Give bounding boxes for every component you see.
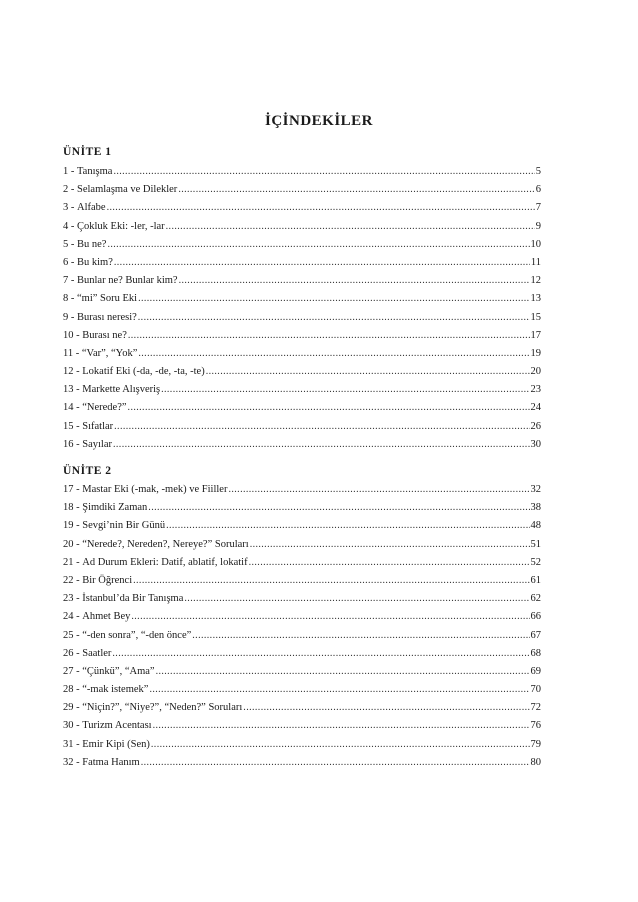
entry-title: Saatler (82, 647, 112, 659)
entry-separator: - (68, 166, 77, 177)
dot-leader (128, 327, 530, 345)
dot-leader (161, 381, 529, 399)
entry-title: Tanışma (77, 166, 113, 177)
entry-page-number: 32 (530, 484, 541, 495)
entry-separator: - (73, 438, 83, 450)
entry-separator: - (73, 520, 83, 532)
entry-page-number: 19 (530, 347, 541, 359)
entry-title: Çokluk Eki: -ler, -lar (77, 220, 165, 232)
entry-title: “-den sonra”, “-den önce” (82, 629, 192, 641)
entry-number: 14 (63, 402, 74, 414)
dot-leader (107, 199, 535, 217)
entry-number: 32 (63, 756, 74, 768)
entry-title: Markette Alışveriş (82, 384, 161, 396)
entry-number: 1 (63, 166, 69, 177)
toc-entry[interactable] (63, 572, 541, 590)
entry-title: Alfabe (77, 202, 106, 214)
entry-separator: - (73, 611, 83, 623)
dot-leader (178, 181, 534, 199)
entry-separator: - (73, 593, 83, 605)
toc-entry[interactable] (63, 218, 541, 236)
entry-page-number: 11 (530, 256, 541, 268)
entry-number: 23 (63, 593, 74, 605)
entry-title: “-mak istemek” (82, 684, 149, 696)
entry-page-number: 7 (535, 202, 541, 214)
entry-number: 7 (63, 275, 69, 287)
dot-leader (243, 699, 529, 717)
entry-number: 26 (63, 647, 74, 659)
entry-title: “Nerede?” (82, 402, 127, 414)
entry-separator: - (68, 202, 77, 214)
entry-title: “Niçin?”, “Niye?”, “Neden?” Soruları (82, 702, 243, 714)
toc-entry[interactable] (63, 327, 541, 345)
page-title: İÇİNDEKİLER (264, 113, 374, 129)
dot-leader (107, 236, 529, 254)
entry-separator: - (73, 647, 83, 659)
entry-title: Ad Durum Ekleri: Datif, ablatif, lokatif (82, 556, 248, 568)
toc-entry[interactable] (63, 418, 541, 436)
toc-entry[interactable] (63, 181, 541, 199)
toc-entry[interactable] (63, 436, 541, 454)
dot-leader (184, 590, 529, 608)
toc-entry[interactable] (63, 736, 541, 754)
dot-leader (113, 163, 534, 181)
entry-number: 25 (63, 629, 74, 641)
entry-number: 4 (63, 220, 69, 232)
entry-title: Sıfatlar (82, 420, 114, 432)
dot-leader (114, 254, 530, 272)
entry-separator: - (73, 329, 83, 341)
toc-entry[interactable] (63, 236, 541, 254)
entry-separator: - (68, 238, 77, 250)
entry-number: 22 (63, 574, 74, 586)
entry-page-number: 5 (535, 166, 541, 177)
dot-leader (112, 645, 529, 663)
dot-leader (149, 681, 529, 699)
entry-title: Fatma Hanım (82, 756, 140, 768)
unit-1-entries (63, 163, 541, 454)
entry-title: Bu kim? (77, 256, 113, 268)
dot-leader (151, 736, 530, 754)
toc-entry[interactable] (63, 663, 541, 681)
dot-leader (138, 290, 529, 308)
entry-separator: - (73, 366, 83, 378)
entry-title: Lokatif Eki (-da, -de, -ta, -te) (82, 366, 205, 378)
entry-title: Turizm Acentası (82, 720, 152, 732)
entry-title: Şimdiki Zaman (82, 502, 148, 514)
entry-number: 9 (63, 311, 69, 323)
dot-leader (166, 517, 529, 535)
dot-leader (249, 554, 530, 572)
dot-leader (228, 481, 529, 499)
entry-title: Ahmet Bey (82, 611, 131, 623)
toc-entry[interactable] (63, 290, 541, 308)
toc-entry[interactable] (63, 199, 541, 217)
entry-separator: - (68, 256, 77, 268)
entry-page-number: 68 (530, 647, 541, 659)
entry-page-number: 10 (530, 238, 541, 250)
entry-number: 29 (63, 702, 74, 714)
entry-number: 16 (63, 438, 74, 450)
unit-heading: ÜNİTE 1 (63, 146, 112, 158)
entry-separator: - (68, 275, 77, 287)
entry-separator: - (73, 502, 83, 514)
entry-number: 8 (63, 293, 69, 305)
entry-title: “mi” Soru Eki (77, 293, 138, 305)
toc-entry[interactable] (63, 381, 541, 399)
entry-page-number: 30 (530, 438, 541, 450)
entry-number: 12 (63, 366, 74, 378)
entry-title: Burası ne? (82, 329, 127, 341)
entry-page-number: 79 (530, 738, 541, 750)
unit-2-entries (63, 481, 541, 772)
entry-number: 3 (63, 202, 69, 214)
entry-page-number: 13 (530, 293, 541, 305)
entry-separator: - (68, 311, 77, 323)
toc-entry[interactable] (63, 517, 541, 535)
entry-page-number: 80 (530, 756, 541, 768)
entry-title: Bir Öğrenci (82, 574, 133, 586)
entry-number: 24 (63, 611, 74, 623)
toc-entry[interactable] (63, 754, 541, 772)
entry-number: 19 (63, 520, 74, 532)
dot-leader (179, 272, 530, 290)
entry-title: “Çünkü”, “Ama” (82, 665, 155, 677)
entry-title: Bunlar ne? Bunlar kim? (77, 275, 178, 287)
entry-separator: - (73, 629, 83, 641)
entry-number: 21 (63, 556, 74, 568)
toc-entry[interactable] (63, 499, 541, 517)
entry-number: 18 (63, 502, 74, 514)
entry-title: Sevgi’nin Bir Günü (82, 520, 166, 532)
dot-leader (113, 436, 530, 454)
entry-page-number: 52 (530, 556, 541, 568)
entry-title: Burası neresi? (77, 311, 137, 323)
toc-entry[interactable] (63, 254, 541, 272)
entry-title: “Var”, “Yok” (81, 347, 138, 359)
entry-number: 5 (63, 238, 69, 250)
dot-leader (133, 572, 529, 590)
entry-page-number: 61 (530, 574, 541, 586)
toc-entry[interactable] (63, 681, 541, 699)
entry-title: Bu ne? (77, 238, 107, 250)
entry-page-number: 69 (530, 665, 541, 677)
entry-separator: - (73, 720, 83, 732)
entry-separator: - (73, 665, 83, 677)
entry-title: Sayılar (82, 438, 112, 450)
toc-entry[interactable] (63, 272, 541, 290)
entry-title: “Nerede?, Nereden?, Nereye?” Soruları (82, 538, 249, 550)
toc-entry[interactable] (63, 554, 541, 572)
entry-separator: - (73, 756, 83, 768)
entry-page-number: 17 (530, 329, 541, 341)
dot-leader (128, 399, 530, 417)
entry-page-number: 12 (530, 275, 541, 287)
toc-entry[interactable] (63, 345, 541, 363)
entry-separator: - (68, 293, 77, 305)
entry-separator: - (73, 702, 83, 714)
entry-number: 17 (63, 484, 74, 495)
entry-separator: - (73, 538, 83, 550)
dot-leader (141, 754, 530, 772)
entry-page-number: 70 (530, 684, 541, 696)
entry-title: İstanbul’da Bir Tanışma (82, 593, 184, 605)
dot-leader (138, 309, 530, 327)
dot-leader (166, 218, 535, 236)
entry-number: 28 (63, 684, 74, 696)
entry-page-number: 67 (530, 629, 541, 641)
entry-page-number: 72 (530, 702, 541, 714)
entry-page-number: 23 (530, 384, 541, 396)
entry-separator: - (73, 347, 82, 359)
entry-number: 20 (63, 538, 74, 550)
entry-separator: - (73, 574, 83, 586)
entry-title: Emir Kipi (Sen) (82, 738, 150, 750)
entry-separator: - (73, 556, 83, 568)
entry-page-number: 51 (530, 538, 541, 550)
entry-number: 6 (63, 256, 69, 268)
toc-entry[interactable] (63, 163, 541, 181)
entry-number: 13 (63, 384, 74, 396)
entry-separator: - (73, 384, 83, 396)
entry-separator: - (68, 220, 77, 232)
entry-number: 10 (63, 329, 74, 341)
entry-page-number: 62 (530, 593, 541, 605)
entry-page-number: 24 (530, 402, 541, 414)
entry-title: Mastar Eki (-mak, -mek) ve Fiiller (82, 484, 228, 495)
entry-number: 27 (63, 665, 74, 677)
dot-leader (138, 345, 529, 363)
entry-number: 30 (63, 720, 74, 732)
unit-heading: ÜNİTE 2 (63, 465, 112, 477)
entry-page-number: 9 (535, 220, 541, 232)
dot-leader (131, 608, 529, 626)
entry-title: Selamlaşma ve Dilekler (77, 184, 178, 196)
entry-separator: - (73, 738, 83, 750)
toc-entry[interactable] (63, 536, 541, 554)
entry-separator: - (73, 684, 83, 696)
toc-entry[interactable] (63, 481, 541, 499)
toc-entry[interactable] (63, 309, 541, 327)
entry-separator: - (68, 184, 77, 196)
entry-page-number: 76 (530, 720, 541, 732)
toc-entry[interactable] (63, 645, 541, 663)
toc-entry[interactable] (63, 627, 541, 645)
entry-number: 31 (63, 738, 74, 750)
entry-number: 11 (63, 347, 74, 359)
dot-leader (250, 536, 530, 554)
toc-entry[interactable] (63, 608, 541, 626)
dot-leader (192, 627, 529, 645)
toc-entry[interactable] (63, 717, 541, 735)
dot-leader (148, 499, 529, 517)
entry-separator: - (73, 484, 83, 495)
entry-page-number: 26 (530, 420, 541, 432)
entry-separator: - (73, 420, 83, 432)
entry-page-number: 48 (530, 520, 541, 532)
entry-number: 2 (63, 184, 69, 196)
entry-page-number: 20 (530, 366, 541, 378)
entry-page-number: 66 (530, 611, 541, 623)
entry-number: 15 (63, 420, 74, 432)
toc-entry[interactable] (63, 399, 541, 417)
dot-leader (206, 363, 530, 381)
dot-leader (114, 418, 529, 436)
toc-entry[interactable] (63, 699, 541, 717)
dot-leader (153, 717, 530, 735)
entry-page-number: 15 (530, 311, 541, 323)
toc-entry[interactable] (63, 363, 541, 381)
entry-page-number: 6 (535, 184, 541, 196)
entry-page-number: 38 (530, 502, 541, 514)
toc-entry[interactable] (63, 590, 541, 608)
entry-separator: - (73, 402, 83, 414)
dot-leader (156, 663, 530, 681)
